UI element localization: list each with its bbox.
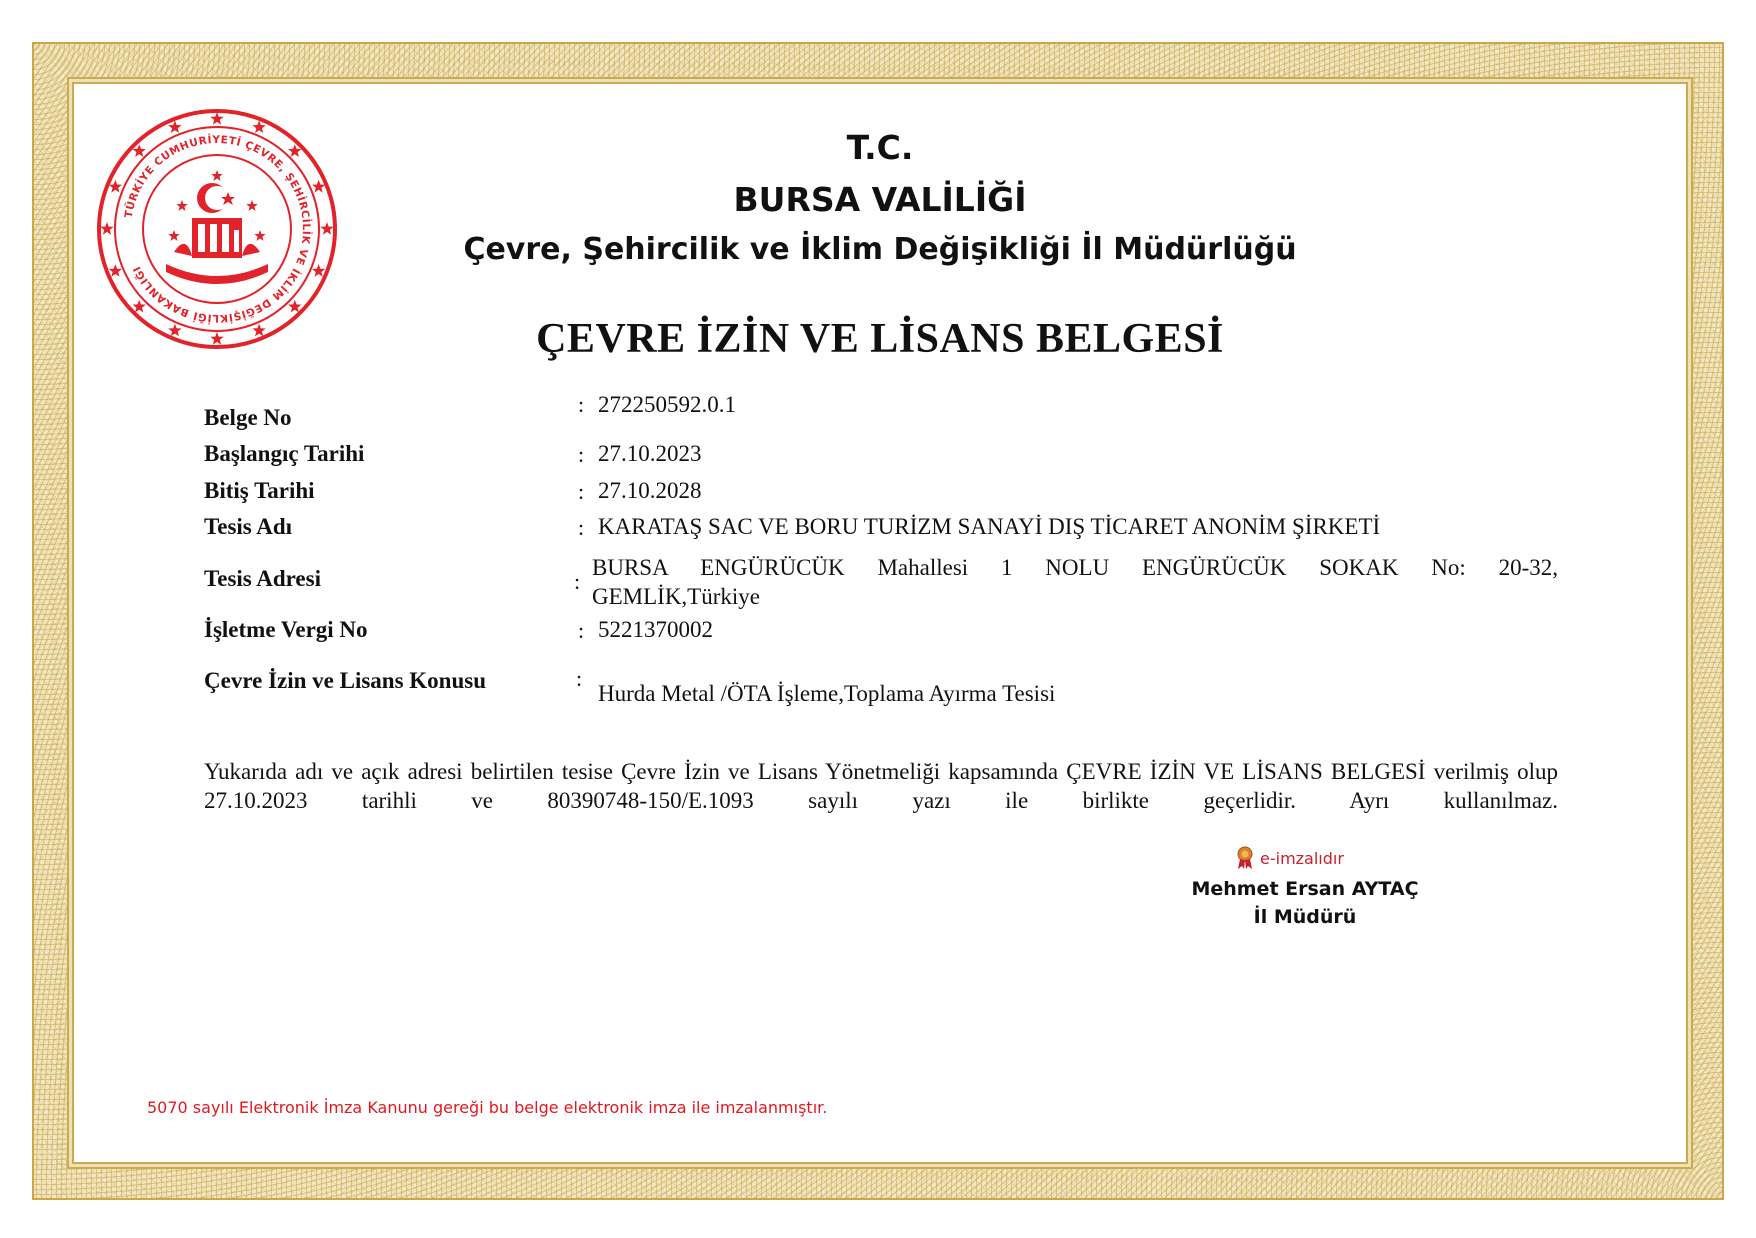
vergi-no-colon: : (578, 618, 585, 643)
seal-ring-text: TÜRKİYE CUMHURİYETİ ÇEVRE, ŞEHİRCİLİK VE İKLİM DEĞİŞİKLİĞİ BAKANLIĞI (122, 133, 313, 325)
baslangic-value: 27.10.2023 (598, 441, 702, 466)
certificate-title: ÇEVRE İZİN VE LİSANS BELGESİ (536, 316, 1224, 362)
header-mudurluk: Çevre, Şehircilik ve İklim Değişikliği İl Müdürlüğü (463, 232, 1297, 267)
bitis-colon: : (578, 479, 585, 504)
esign-badge (1236, 846, 1344, 870)
bitis-label: Bitiş Tarihi (204, 478, 315, 503)
ribbon-award-icon (1236, 846, 1254, 870)
address-line-1: BURSA ENGÜRÜCÜK Mahallesi 1 NOLU ENGÜRÜCÜK SOKAK No: 20-32, (592, 555, 1558, 580)
vergi-no-label: İşletme Vergi No (204, 617, 368, 642)
tesis-adi-colon: : (578, 515, 585, 540)
belge-no-colon: : (578, 392, 585, 417)
footer-esign-note: 5070 sayılı Elektronik İmza Kanunu gereği bu belge elektronik imza ile imzalanmıştır. (147, 1098, 828, 1117)
signer-title: İl Müdürü (1253, 906, 1357, 928)
bitis-value: 27.10.2028 (598, 478, 702, 503)
address-line-2: GEMLİK,Türkiye (592, 584, 760, 609)
tesis-adresi-label: Tesis Adresi (204, 566, 321, 591)
header-valilik: BURSA VALİLİĞİ (733, 180, 1027, 219)
belge-no-value: 272250592.0.1 (598, 392, 736, 417)
signer-name: Mehmet Ersan AYTAÇ (1191, 878, 1419, 900)
ministry-seal-logo (94, 106, 340, 352)
belge-no-label: Belge No (204, 405, 292, 430)
baslangic-label: Başlangıç Tarihi (204, 441, 365, 466)
konu-value: Hurda Metal /ÖTA İşleme,Toplama Ayırma Tesisi (598, 681, 1056, 706)
tesis-adresi-colon: : (574, 569, 581, 594)
konu-colon: : (576, 666, 583, 691)
tesis-adresi-value (592, 553, 1558, 611)
esign-label: e-imzalıdır (1260, 848, 1344, 868)
konu-label: Çevre İzin ve Lisans Konusu (204, 668, 487, 693)
vergi-no-value: 5221370002 (598, 617, 713, 642)
tesis-adi-value: KARATAŞ SAC VE BORU TURİZM SANAYİ DIŞ TİCARET ANONİM ŞİRKETİ (598, 514, 1381, 539)
header-tc: T.C. (846, 128, 914, 167)
tesis-adi-label: Tesis Adı (204, 514, 293, 539)
validity-paragraph: Yukarıda adı ve açık adresi belirtilen tesise Çevre İzin ve Lisans Yönetmeliği kapsamında ÇEVRE İZİN VE LİSANS BELGESİ verilmiş olup 27.10.2023 tarihli ve 80390748-150/E.1093 sayılı yazı ile birlikte geçerlidir. Ayrı kullanılmaz. (204, 759, 1558, 813)
baslangic-colon: : (578, 442, 585, 467)
